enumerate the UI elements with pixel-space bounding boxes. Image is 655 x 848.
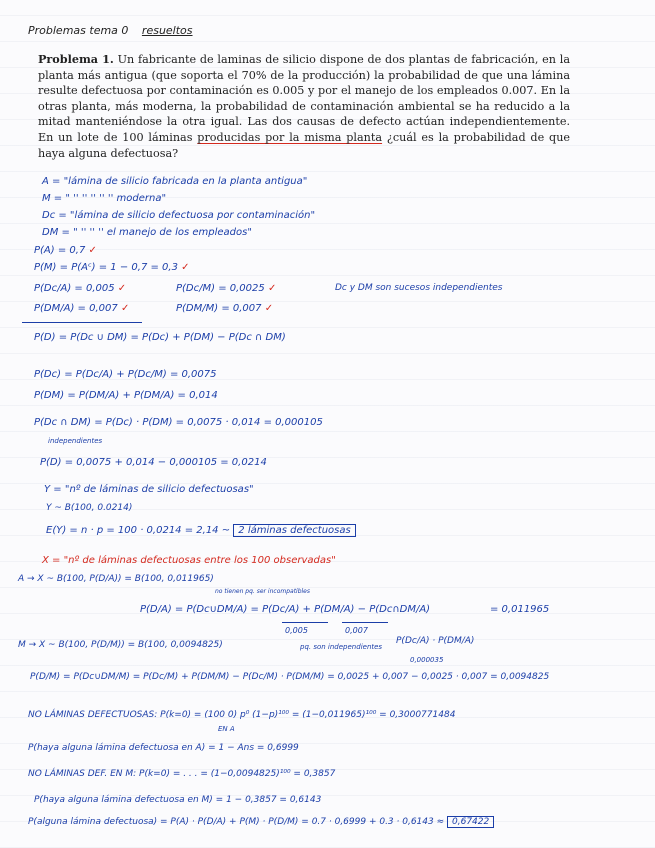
x-case-m-note: pq. son independientes: [300, 643, 383, 651]
pd-m-formula: P(D/M) = P(Dc∪DM/M) = P(Dc/M) + P(DM/M) − P(Dc/M) · P(DM/M) = 0,0025 + 0,007 − 0,0025 · 0,007 = 0,0094825: [30, 672, 550, 682]
def-dm: DM = " '' '' '' el manejo de los empleados": [42, 227, 252, 238]
problem-statement: Problema 1. Un fabricante de laminas de silicio dispone de dos plantas de fabricación, en la planta más antigua (que soporta el 70% de la producción) la probabilidad de que una lámina resulte defectuosa por contaminación es 0.005 y por el manejo de los empleados 0.007. En la otras planta, más moderna, la probabilidad de contaminación ambiental se ha reducido a la mitad manteniéndose la otra igual. Las dos causas de defecto actúan independientemente. En un lote de 100 láminas producidas por la misma planta ¿cuál es la probabilidad de que haya alguna defectuosa?: [38, 52, 571, 160]
prob-a: P(A) = 0,7 ✓: [34, 245, 97, 256]
expected-value: E(Y) = n · p = 100 · 0,0214 = 2,14 ~ 2 láminas defectuosas: [46, 525, 356, 536]
x-definition: X = "nº de láminas defectuosas entre los 100 observadas": [42, 555, 336, 566]
step-pdc: P(Dc) = P(Dc/A) + P(Dc/M) = 0,0075: [34, 369, 217, 380]
prob-dc-m: P(Dc/M) = 0,0025 ✓: [176, 283, 277, 294]
m-product: P(Dc/A) · P(DM/A): [396, 636, 475, 646]
prob-dc-a: P(Dc/A) = 0,005 ✓: [34, 283, 127, 294]
problem-label: Problema 1.: [38, 52, 114, 66]
step-pdm: P(DM) = P(DM/A) + P(DM/A) = 0,014: [34, 390, 218, 401]
no-defect-a: NO LÁMINAS DEFECTUOSAS: P(k=0) = (100 0) p⁰ (1−p)¹⁰⁰ = (1−0,011965)¹⁰⁰ = 0,3000771484: [28, 710, 456, 720]
divider-line: [22, 322, 142, 323]
en-a-label: EN A: [218, 725, 235, 733]
prob-dm-m: P(DM/M) = 0,007 ✓: [176, 303, 274, 314]
y-definition: Y = "nº de láminas de silicio defectuosas": [44, 484, 254, 495]
step-pinter: P(Dc ∩ DM) = P(Dc) · P(DM) = 0,0075 · 0,014 = 0,000105: [34, 417, 323, 428]
pd-a-result: = 0,011965: [490, 604, 550, 615]
step-pd-result: P(D) = 0,0075 + 0,014 − 0,000105 = 0,0214: [40, 457, 267, 468]
independence-note: Dc y DM son sucesos independientes: [335, 283, 503, 293]
value-007: 0,007: [345, 626, 368, 635]
notes-title: Problemas tema 0 resueltos: [28, 24, 193, 37]
def-a: A = "lámina de silicio fabricada en la planta antigua": [42, 176, 308, 187]
x-case-m: M → X ~ B(100, P(D/M)) = B(100, 0,0094825): [18, 640, 223, 650]
independientes-note: independientes: [48, 437, 103, 445]
m-small-value: 0,000035: [410, 656, 444, 664]
final-answer-box: 0,67422: [447, 816, 494, 828]
some-defect-m: P(haya alguna lámina defectuosa en M) = 1 − 0,3857 = 0,6143: [34, 795, 322, 805]
some-defect-a: P(haya alguna lámina defectuosa en A) = 1 − Ans = 0,6999: [28, 743, 299, 753]
resueltos-label: resueltos: [141, 24, 193, 37]
y-distribution: Y ~ B(100, 0.0214): [46, 503, 133, 513]
underline-007: [342, 622, 388, 623]
expected-value-box: 2 láminas defectuosas: [233, 524, 355, 537]
underlined-phrase: producidas por la misma planta: [197, 130, 383, 144]
def-m: M = " '' '' '' '' '' moderna": [42, 193, 167, 204]
value-005: 0,005: [285, 626, 308, 635]
total-probability: P(alguna lámina defectuosa) = P(A) · P(D/A) + P(M) · P(D/M) = 0.7 · 0,6999 + 0.3 · 0,6143 ≈ 0,67422: [28, 817, 494, 827]
no-defect-m: NO LÁMINAS DEF. EN M: P(k=0) = . . . = (1−0,0094825)¹⁰⁰ = 0,3857: [28, 769, 336, 779]
underline-005: [282, 622, 328, 623]
prob-m: P(M) = P(Aᶜ) = 1 − 0,7 = 0,3 ✓: [34, 262, 190, 273]
step-pd-union: P(D) = P(Dc ∪ DM) = P(Dc) + P(DM) − P(Dc ∩ DM): [34, 332, 286, 343]
x-case-a: A → X ~ B(100, P(D/A)) = B(100, 0,011965): [18, 574, 214, 584]
pd-a-formula: P(D/A) = P(Dc∪DM/A) = P(Dc/A) + P(DM/A) − P(Dc∩DM/A): [140, 604, 431, 615]
x-case-a-note: no tienen pq. ser incompatibles: [215, 588, 311, 595]
def-dc: Dc = "lámina de silicio defectuosa por contaminación": [42, 210, 316, 221]
prob-dm-a: P(DM/A) = 0,007 ✓: [34, 303, 130, 314]
